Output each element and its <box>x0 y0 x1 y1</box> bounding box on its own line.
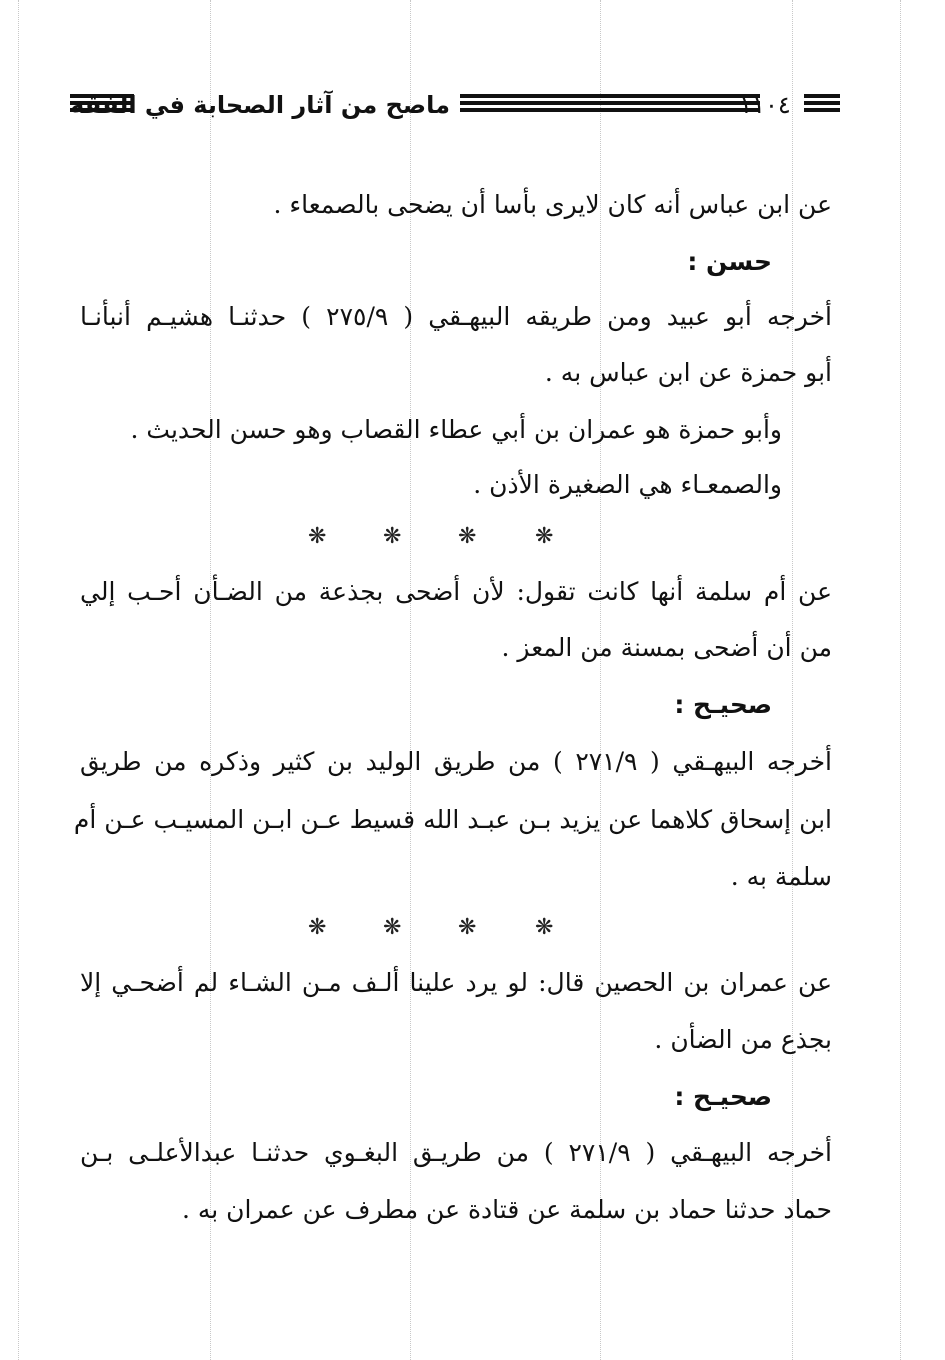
header-title: ماصح من آثار الصحابة في الفقه <box>70 91 450 119</box>
grade-heading: صحيـح : <box>674 690 772 719</box>
section-separator <box>80 913 832 943</box>
star-ornament: ❋ <box>458 915 477 940</box>
text-line: سلمة به . <box>730 862 832 891</box>
text-line: أبو حمزة عن ابن عباس به . <box>544 358 832 387</box>
text-line: من أن أضحى بمسنة من المعز . <box>501 633 832 662</box>
page-number: ١١٠٤ <box>739 91 791 119</box>
star-ornament: ❋ <box>458 524 477 549</box>
header-rule-middle <box>460 94 760 116</box>
header-rule-right <box>804 94 840 116</box>
star-ornament: ❋ <box>535 524 554 549</box>
grade-heading: حسن : <box>687 247 772 276</box>
running-header <box>70 86 840 126</box>
scan-line <box>18 0 19 1360</box>
text-line: حماد حدثنا حماد بن سلمة عن قتادة عن مطرف عن عمران به . <box>181 1195 832 1224</box>
text-line: عن أم سلمة أنها كانت تقول: لأن أضحى بجذعة من الضـأن أحـب إلي <box>80 577 832 606</box>
text-line: بجذع من الضأن . <box>654 1025 832 1054</box>
star-ornament: ❋ <box>535 915 554 940</box>
section-separator <box>80 522 832 552</box>
star-ornament: ❋ <box>383 915 402 940</box>
star-ornament: ❋ <box>308 915 327 940</box>
text-line: عن عمران بن الحصين قال: لو يرد علينا ألـف مـن الشـاء لم أضحـي إلا <box>80 968 832 997</box>
text-line: ابن إسحاق كلاهما عن يزيد بـن عبـد الله قسيط عـن ابـن المسيـب عـن أم <box>73 805 832 834</box>
text-line: أخرجه أبو عبيد ومن طريقه البيهـقي ( ٢٧٥/٩ ) حدثنـا هشيـم أنبأنـا <box>80 302 832 331</box>
text-line: والصمعـاء هي الصغيرة الأذن . <box>473 470 782 499</box>
star-ornament: ❋ <box>383 524 402 549</box>
scan-line <box>900 0 901 1360</box>
grade-heading: صحيـح : <box>674 1082 772 1111</box>
text-line: عن ابن عباس أنه كان لايرى بأسا أن يضحى بالصمعاء . <box>273 190 832 219</box>
text-line: وأبو حمزة هو عمران بن أبي عطاء القصاب وهو حسن الحديث . <box>130 415 782 444</box>
text-line: أخرجه البيهـقي ( ٢٧١/٩ ) من طريق الوليد بن كثير وذكره من طريق <box>80 747 832 776</box>
star-ornament: ❋ <box>308 524 327 549</box>
text-line: أخرجه البيهـقي ( ٢٧١/٩ ) من طريـق البغـوي حدثنـا عبدالأعلـى بـن <box>80 1138 832 1167</box>
